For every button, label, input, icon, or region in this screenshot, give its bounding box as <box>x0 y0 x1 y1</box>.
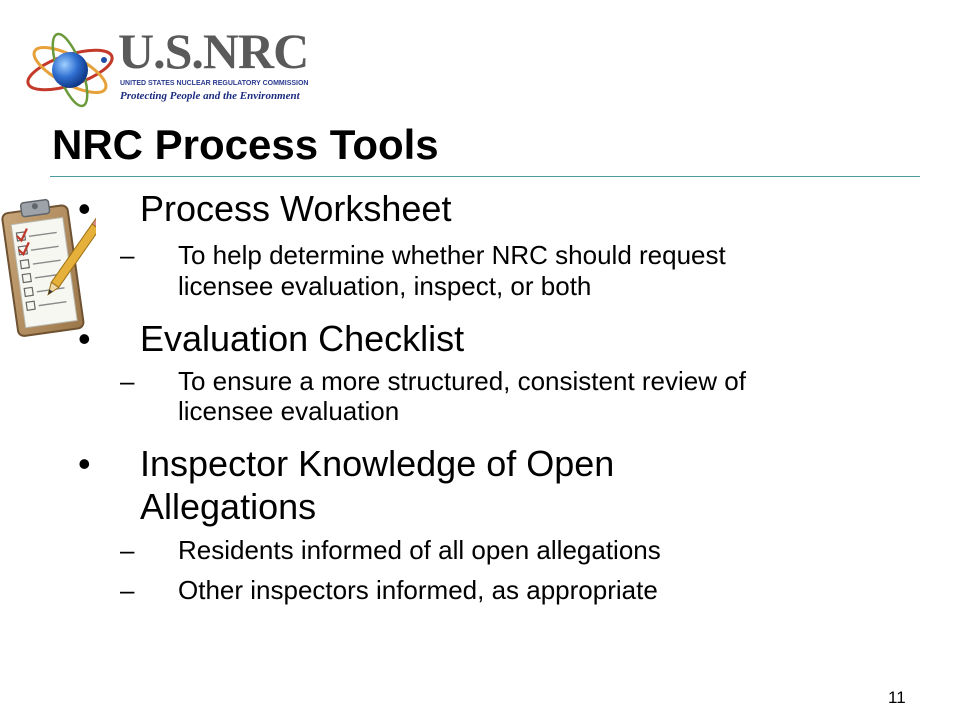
bullet-marker: • <box>78 188 91 229</box>
sub-line: licensee evaluation, inspect, or both <box>178 271 592 301</box>
sub-line: Other inspectors informed, as appropriate <box>178 575 658 605</box>
logo-agency-name: UNITED STATES NUCLEAR REGULATORY COMMISSION <box>120 80 309 87</box>
nrc-globe-logo-icon <box>22 24 122 108</box>
nrc-logo <box>22 24 312 108</box>
bullet-label: Inspector Knowledge of Open <box>140 443 615 484</box>
sub-dash: – <box>120 575 135 605</box>
sub-dash: – <box>120 535 135 565</box>
sub-line: licensee evaluation <box>178 396 400 426</box>
sub-line: To help determine whether NRC should request <box>178 240 726 270</box>
bullet-label: Evaluation Checklist <box>140 318 465 359</box>
sub-dash: – <box>120 240 135 270</box>
bullet-marker: • <box>78 318 91 359</box>
page-number: 11 <box>888 688 906 707</box>
bullet-marker: • <box>78 443 91 484</box>
title-divider <box>50 176 920 177</box>
logo-tagline: Protecting People and the Environment <box>120 90 300 102</box>
bullet-label: Process Worksheet <box>140 188 452 229</box>
logo-wordmark: U.S.NRC <box>118 23 309 79</box>
bullet-label: Allegations <box>140 486 317 527</box>
sub-line: To ensure a more structured, consistent review of <box>178 366 746 396</box>
sub-line: Residents informed of all open allegations <box>178 535 661 565</box>
sub-dash: – <box>120 366 135 396</box>
slide-title: NRC Process Tools <box>52 121 439 168</box>
